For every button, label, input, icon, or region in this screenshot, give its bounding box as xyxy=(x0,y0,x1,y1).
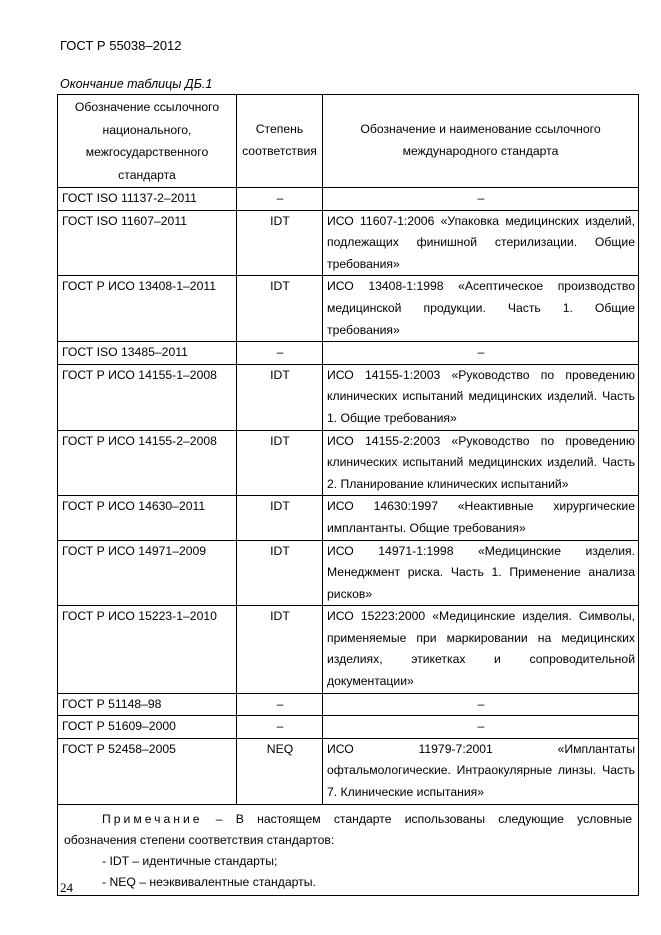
table-row xyxy=(58,606,639,693)
national-standard-cell: ГОСТ ISO 11607–2011 xyxy=(58,210,237,276)
national-standard-cell: ГОСТ Р ИСО 14155-2–2008 xyxy=(58,430,237,496)
national-standard-cell: ГОСТ Р ИСО 14971–2009 xyxy=(58,540,237,606)
page-number: 24 xyxy=(60,880,73,895)
note-label: Примечание xyxy=(102,811,203,826)
table-caption: Окончание таблицы ДБ.1 xyxy=(60,77,213,91)
document-header: ГОСТ Р 55038–2012 xyxy=(60,38,182,53)
table-row xyxy=(58,430,639,496)
intl-standard-cell: ИСО 13408-1:1998 «Асептическое производство медицинской продукции. Часть 1. Общие требования» xyxy=(323,276,639,342)
table-row xyxy=(58,210,639,276)
table-header-row xyxy=(58,95,639,188)
degree-cell: NEQ xyxy=(237,738,323,804)
intl-standard-cell: – xyxy=(323,188,639,211)
national-standard-cell: ГОСТ Р 51609–2000 xyxy=(58,716,237,739)
table-row xyxy=(58,693,639,716)
intl-standard-cell: ИСО 14155-2:2003 «Руководство по проведению клинических испытаний медицинских изделий. Часть 2. Планирование клинических испытаний» xyxy=(323,430,639,496)
table-row xyxy=(58,716,639,739)
national-standard-cell: ГОСТ Р 51148–98 xyxy=(58,693,237,716)
table-row xyxy=(58,342,639,365)
national-standard-cell: ГОСТ Р ИСО 15223-1–2010 xyxy=(58,606,237,693)
degree-cell: IDT xyxy=(237,430,323,496)
degree-cell: IDT xyxy=(237,276,323,342)
national-standard-cell: ГОСТ ISO 11137-2–2011 xyxy=(58,188,237,211)
intl-standard-cell: ИСО 11607-1:2006 «Упаковка медицинских изделий, подлежащих финишной стерилизации. Общие требования» xyxy=(323,210,639,276)
degree-cell: IDT xyxy=(237,606,323,693)
column-header-intl: Обозначение и наименование ссылочного международного стандарта xyxy=(323,95,639,188)
table-row xyxy=(58,540,639,606)
national-standard-cell: ГОСТ ISO 13485–2011 xyxy=(58,342,237,365)
intl-standard-cell: ИСО 14155-1:2003 «Руководство по проведению клинических испытаний медицинских изделий. Часть 1. Общие требования» xyxy=(323,364,639,430)
degree-cell: – xyxy=(237,716,323,739)
degree-cell: – xyxy=(237,342,323,365)
national-standard-cell: ГОСТ Р ИСО 14155-1–2008 xyxy=(58,364,237,430)
table-row xyxy=(58,276,639,342)
note-cell xyxy=(58,804,639,895)
note-text: – В настоящем стандарте использованы следующие условные обозначения степени соответствия стандартов: xyxy=(64,811,632,847)
intl-standard-cell: ИСО 14971-1:1998 «Медицинские изделия. Менеджмент риска. Часть 1. Применение анализа рисков» xyxy=(323,540,639,606)
note-item-neq: - NEQ – неэквивалентные стандарты. xyxy=(102,874,316,889)
note-paragraph xyxy=(64,809,632,851)
column-header-national: Обозначение ссылочного национального, межгосударственного стандарта xyxy=(58,95,237,188)
degree-cell: IDT xyxy=(237,540,323,606)
degree-cell: – xyxy=(237,188,323,211)
table-row xyxy=(58,188,639,211)
degree-cell: IDT xyxy=(237,364,323,430)
degree-cell: IDT xyxy=(237,210,323,276)
national-standard-cell: ГОСТ Р ИСО 13408-1–2011 xyxy=(58,276,237,342)
reference-table xyxy=(57,94,639,896)
note-item-idt: - IDT – идентичные стандарты; xyxy=(102,853,278,868)
degree-cell: IDT xyxy=(237,496,323,540)
national-standard-cell: ГОСТ Р ИСО 14630–2011 xyxy=(58,496,237,540)
table-row xyxy=(58,738,639,804)
intl-standard-cell: ИСО 14630:1997 «Неактивные хирургические имплантанты. Общие требования» xyxy=(323,496,639,540)
column-header-degree: Степень соответствия xyxy=(237,95,323,188)
intl-standard-cell: ИСО 15223:2000 «Медицинские изделия. Символы, применяемые при маркировании на медицинских изделиях, этикетках и сопроводительной документации» xyxy=(323,606,639,693)
national-standard-cell: ГОСТ Р 52458–2005 xyxy=(58,738,237,804)
table-body xyxy=(58,188,639,805)
intl-standard-cell: – xyxy=(323,342,639,365)
table-row xyxy=(58,364,639,430)
degree-cell: – xyxy=(237,693,323,716)
table-row xyxy=(58,496,639,540)
intl-standard-cell: – xyxy=(323,716,639,739)
intl-standard-cell: ИСО 11979-7:2001 «Имплантаты офтальмологические. Интраокулярные линзы. Часть 7. Клинические испытания» xyxy=(323,738,639,804)
intl-standard-cell: – xyxy=(323,693,639,716)
note-row xyxy=(58,804,639,895)
